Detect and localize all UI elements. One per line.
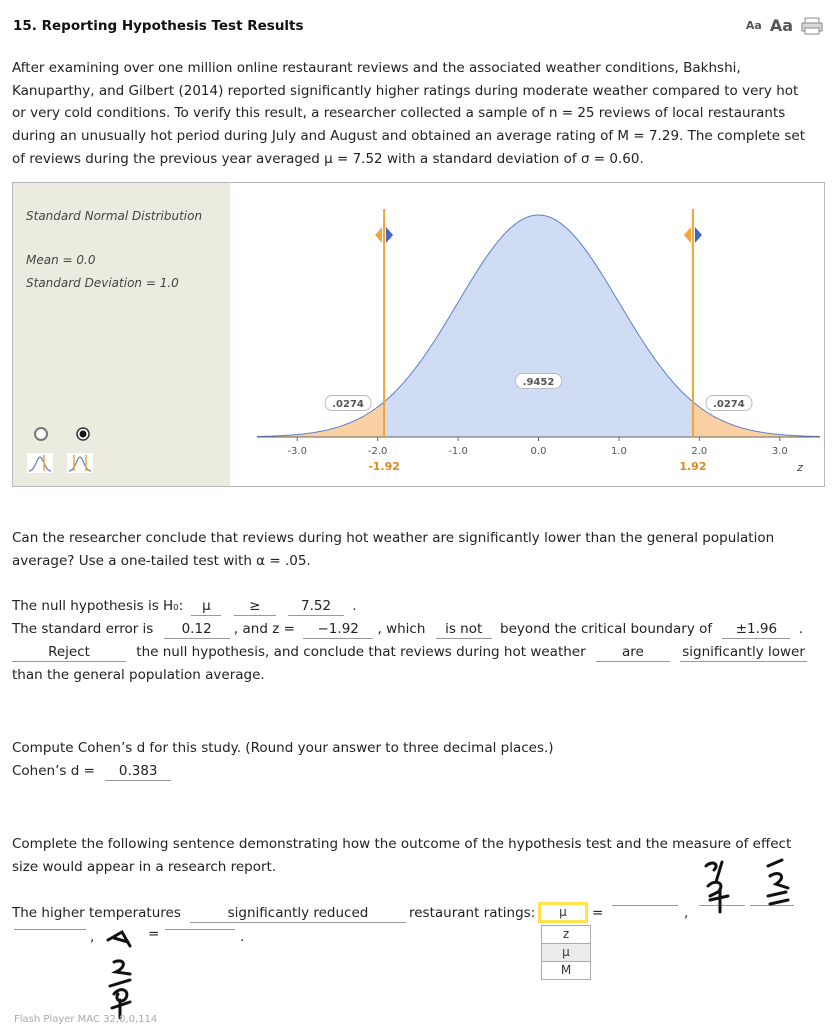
dropdown-option-z[interactable]: z (541, 925, 591, 944)
se-row-period: . (798, 621, 804, 637)
distribution-sidebar (13, 183, 230, 486)
intro-line: during an unusually hot period during July and August and obtained an average rating of M = 7.29. The complete set (12, 128, 805, 145)
are-select[interactable]: are (596, 644, 670, 662)
cohen-input[interactable]: 0.383 (105, 763, 171, 781)
report-input-4[interactable] (14, 929, 86, 930)
comma-2: , (90, 929, 95, 945)
h0-sign-select[interactable]: ≥ (234, 598, 276, 616)
x-tick-label: 3.0 (771, 446, 788, 457)
decision-row (12, 644, 807, 662)
report-middle: restaurant ratings: (409, 905, 536, 921)
two-tail-icon[interactable] (67, 453, 93, 473)
question-text (12, 527, 818, 572)
right-cutoff-label: 1.92 (679, 460, 707, 473)
x-tick-label: -3.0 (287, 446, 307, 457)
text-smaller-button[interactable]: Aa (745, 19, 762, 32)
intro-line: or very cold conditions. To verify this result, a researcher collected a sample of n = 25 reviews of local restaurants (12, 105, 786, 122)
x-axis-label: z (797, 461, 803, 474)
x-tick-label: 2.0 (691, 446, 708, 457)
x-tick-label: -2.0 (367, 446, 388, 457)
x-axis-ticks (287, 437, 787, 457)
comma-1: , (684, 905, 689, 921)
intro-paragraph (12, 57, 818, 171)
decision-text: the null hypothesis, and conclude that reviews during hot weather (136, 644, 586, 660)
cohen-label: Cohen’s d = (12, 763, 95, 779)
left-cutoff-label: -1.92 (368, 460, 400, 473)
intro-line: Kanuparthy, and Gilbert (2014) reported significantly higher ratings during moderate weather compared to very hot (12, 82, 799, 99)
sd-label: Standard Deviation = 1.0 (26, 276, 179, 290)
handwriting-annotation (100, 928, 146, 1020)
distribution-title: Standard Normal Distribution (26, 209, 203, 223)
effect-select[interactable]: significantly reduced (190, 905, 406, 923)
beyond-text: beyond the critical boundary of (500, 621, 713, 637)
is-not-select[interactable]: is not (436, 621, 492, 639)
handwriting-annotation-2 (698, 856, 798, 918)
x-tick-label: 0.0 (530, 446, 547, 457)
page-title: 15. Reporting Hypothesis Test Results (13, 18, 304, 34)
h0-value-input[interactable]: 7.52 (288, 598, 344, 616)
z-prefix: , and z = (233, 621, 295, 637)
right-tail-area-label: .0274 (713, 399, 745, 410)
h0-row (12, 598, 357, 616)
se-row (12, 621, 803, 639)
h0-param-select[interactable]: μ (191, 598, 221, 616)
normal-distribution-chart (230, 183, 824, 486)
intro-line: of reviews during the previous year averaged μ = 7.52 with a standard deviation of σ = 0.60. (12, 150, 644, 167)
cohen-row (12, 763, 171, 781)
x-tick-label: 1.0 (610, 446, 627, 457)
header-tools (746, 16, 823, 35)
radio-one-tail[interactable] (35, 428, 47, 440)
equals-sign: = (592, 905, 604, 921)
tail-mode-controls (27, 423, 107, 483)
x-tick-label: -1.0 (448, 446, 468, 457)
which-text: , which (377, 621, 426, 637)
question-line: Can the researcher conclude that reviews during hot weather are significantly lower than the general population (12, 530, 775, 546)
text-larger-button[interactable]: Aa (769, 16, 793, 35)
report-prompt-line: Complete the following sentence demonstrating how the outcome of the hypothesis test and the measure of effect (12, 836, 792, 852)
cohen-prompt: Compute Cohen’s d for this study. (Round your answer to three decimal places.) (12, 740, 554, 756)
z-input[interactable]: −1.92 (303, 621, 373, 639)
report-prompt-line: size would appear in a research report. (12, 858, 277, 875)
intro-line: After examining over one million online restaurant reviews and the associated weather conditions, Bakhshi, (12, 60, 741, 76)
h0-prefix: The null hypothesis is H₀: (12, 598, 184, 614)
critical-input[interactable]: ±1.96 (722, 621, 790, 639)
radio-selected-dot (80, 431, 87, 438)
decision-select[interactable]: Reject (12, 644, 126, 662)
stat-dropdown[interactable]: μ (538, 902, 588, 923)
equals-sign-2: = (148, 926, 160, 942)
sig-lower-select[interactable]: significantly lower (682, 644, 805, 660)
center-area (384, 215, 693, 437)
report-start: The higher temperatures (12, 905, 181, 921)
dropdown-option-mu[interactable]: μ (541, 944, 591, 962)
h0-period: . (352, 598, 357, 614)
print-icon[interactable] (801, 17, 823, 35)
mean-label: Mean = 0.0 (26, 253, 96, 267)
distribution-panel (12, 182, 825, 487)
flash-version: Flash Player MAC 32,0,0,114 (14, 1014, 158, 1025)
left-tail-area-label: .0274 (332, 399, 364, 410)
stat-value-input[interactable] (612, 905, 678, 906)
dropdown-option-m[interactable]: M (541, 962, 591, 980)
se-prefix: The standard error is (12, 621, 154, 637)
report-input-5[interactable] (165, 929, 235, 930)
se-input[interactable]: 0.12 (164, 621, 230, 639)
question-line: average? Use a one-tailed test with α = .05. (12, 552, 311, 569)
one-tail-icon[interactable] (27, 453, 53, 473)
decision-last-line: than the general population average. (12, 667, 265, 683)
center-area-label: .9452 (522, 377, 555, 388)
stat-dropdown-menu (541, 925, 591, 980)
report-end-period: . (240, 929, 245, 945)
